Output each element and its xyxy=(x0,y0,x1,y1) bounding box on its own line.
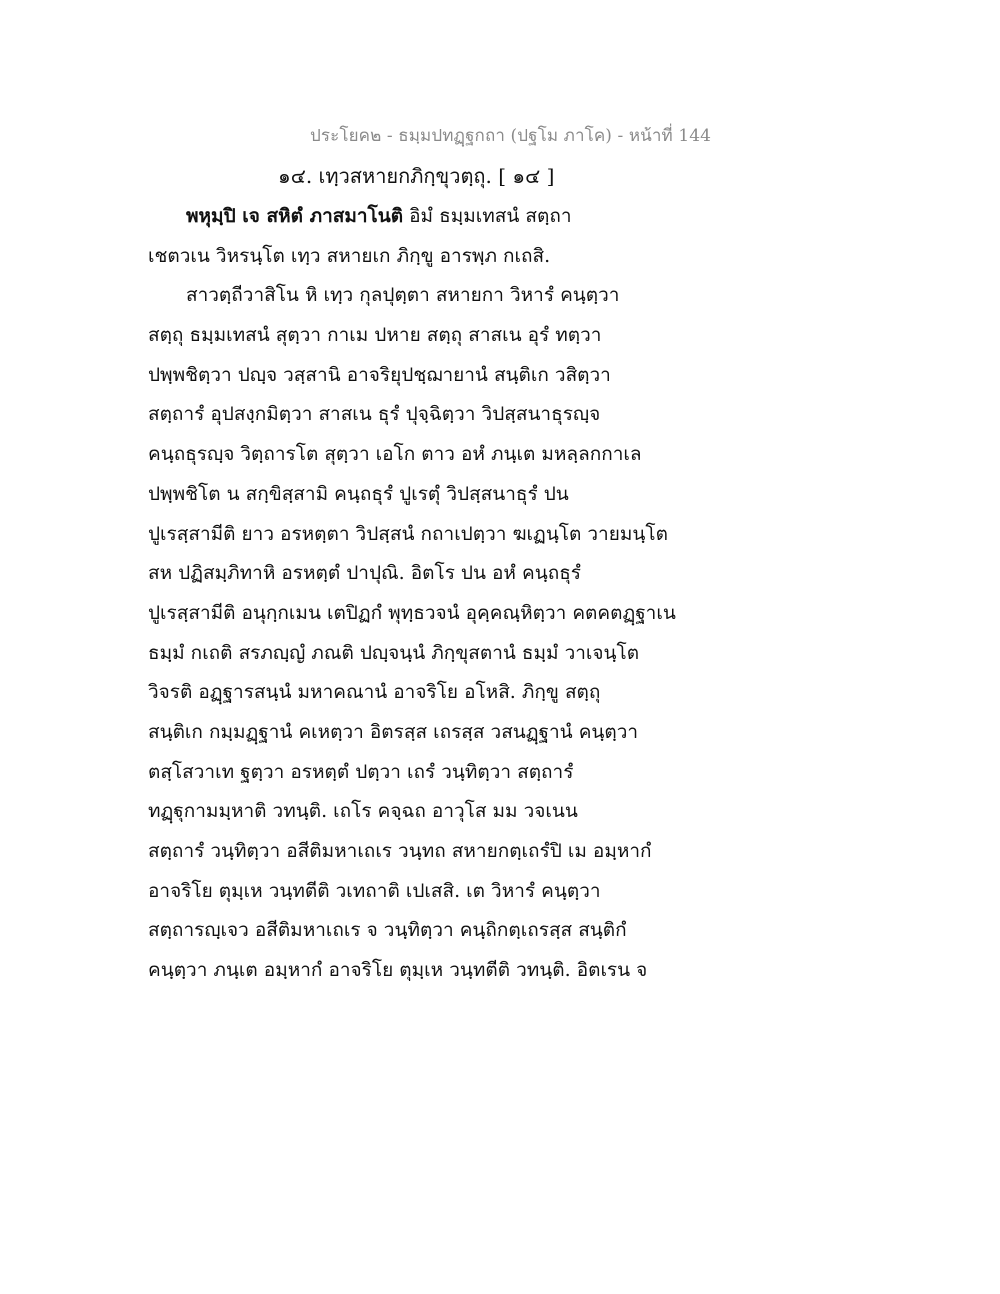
story-title: ๑๔. เทฺวสหายกภิกฺขุวตฺถุ. [ ๑๔ ] xyxy=(278,164,555,188)
text-line: ปูเรสฺสามีติ ยาว อรหตฺตา วิปสฺสนํ กถาเปตฺวา ฆเฏนฺโต วายมนฺโต xyxy=(148,522,668,545)
text-line: ปพฺพชิตฺวา ปญฺจ วสฺสานิ อาจริยุปชฺฌายานํ สนฺติเก วสิตฺวา xyxy=(148,363,611,386)
text-line: วิจรติ อฏฺฐารสนฺนํ มหาคณานํ อาจริโย อโหสิ. ภิกฺขู สตฺถุ xyxy=(148,681,601,704)
text-line: เชตวเน วิหรนฺโต เทฺว สหายเก ภิกฺขู อารพฺภ กเถสิ. xyxy=(148,244,551,267)
text-line: คนฺถธุรญฺจ วิตฺถารโต สุตฺวา เอโก ตาว อหํ ภนฺเต มหลฺลกกาเล xyxy=(148,443,642,466)
text-line: สตฺถารญฺเจว อสีติมหาเถเร จ วนฺทิตฺวา คนฺถิกตฺเถรสฺส สนฺติกํ xyxy=(148,919,627,942)
text-line: สาวตฺถีวาสิโน หิ เทฺว กุลปุตฺตา สหายกา วิหารํ คนฺตฺวา xyxy=(186,284,620,307)
text-line: ทฏฺฐุกามมฺหาติ วทนฺติ. เถโร คจฺฉถ อาวุโส มม วจเนน xyxy=(148,800,578,823)
text-line: ปพฺพชิโต น สกฺขิสฺสามิ คนฺถธุรํ ปูเรตุํ วิปสฺสนาธุรํ ปน xyxy=(148,482,569,505)
body-text xyxy=(148,197,676,991)
opening-verse: พหุมฺปิ เจ สหิตํ ภาสมาโนติ xyxy=(186,205,404,227)
text-line-continuation: อิมํ ธมฺมเทสนํ สตฺถา xyxy=(403,205,572,227)
text-line: คนฺตฺวา ภนฺเต อมฺหากํ อาจริโย ตุมฺเห วนฺทตีติ วทนฺติ. อิตเรน จ xyxy=(148,959,648,982)
text-line: ธมฺมํ กเถติ สรภญฺญํ ภณติ ปญฺจนฺนํ ภิกฺขุสตานํ ธมฺมํ วาเจนฺโต xyxy=(148,641,640,664)
text-line: สห ปฏิสมฺภิทาหิ อรหตฺตํ ปาปุณิ. อิตโร ปน อหํ คนฺถธุรํ xyxy=(148,562,582,585)
text-line: สตฺถารํ อุปสงฺกมิตฺวา สาสเน ธุรํ ปุจฺฉิตฺวา วิปสฺสนาธุรญฺจ xyxy=(148,403,601,426)
text-line: อาจริโย ตุมฺเห วนฺทตีติ วเทถาติ เปเสสิ. เต วิหารํ คนฺตฺวา xyxy=(148,879,601,902)
text-line: สตฺถุ ธมฺมเทสนํ สุตฺวา กาเม ปหาย สตฺถุ สาสเน อุรํ ทตฺวา xyxy=(148,324,602,347)
running-header: ประโยค๒ - ธมฺมปทฏฺฐกถา (ปฐโม ภาโค) - หน้าที่ 144 xyxy=(310,126,712,146)
text-line: ปูเรสฺสามีติ อนุกฺกเมน เตปิฏกํ พุทฺธวจนํ อุคฺคณฺหิตฺวา คตคตฏฺฐาเน xyxy=(148,601,676,624)
text-line xyxy=(148,197,668,237)
text-line: สนฺติเก กมฺมฏฺฐานํ คเหตฺวา อิตรสฺส เถรสฺส วสนฏฺฐานํ คนฺตฺวา xyxy=(148,720,639,743)
text-line: สตฺถารํ วนฺทิตฺวา อสีติมหาเถเร วนฺทถ สหายกตฺเถรํปิ เม อมฺหากํ xyxy=(148,840,652,862)
text-line: ตสฺโสวาเท ฐตฺวา อรหตฺตํ ปตฺวา เถรํ วนฺทิตฺวา สตฺถารํ xyxy=(148,760,574,783)
